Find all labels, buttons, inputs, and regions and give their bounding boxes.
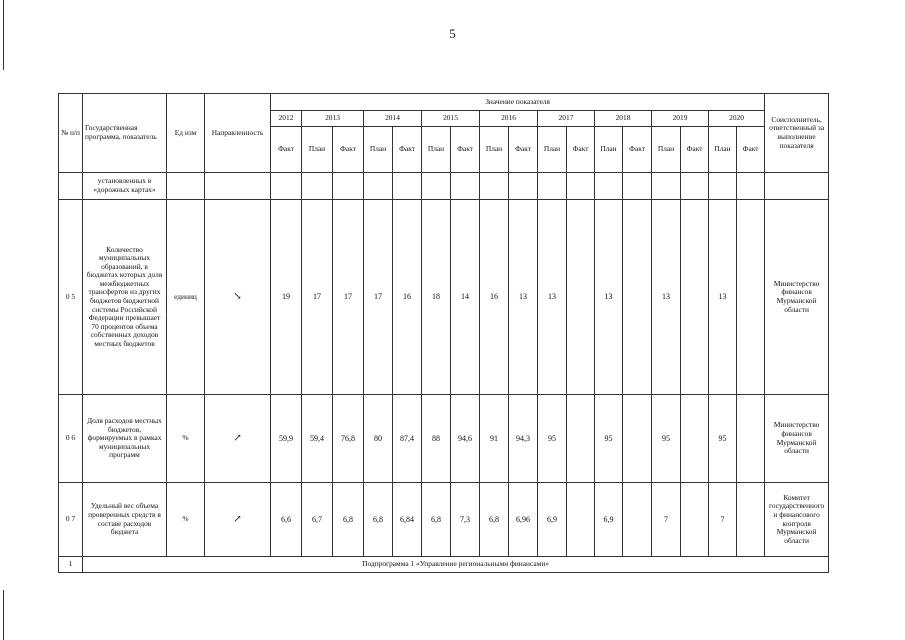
value-cell (652, 173, 681, 200)
value-cell: 95 (709, 395, 737, 483)
subprogram-row (59, 557, 829, 573)
header-sub: План (652, 127, 681, 173)
scan-edge-line (3, 0, 4, 70)
header-year: 2017 (538, 111, 595, 127)
value-cell (567, 483, 595, 557)
value-cell: 7 (709, 483, 737, 557)
value-cell (393, 173, 422, 200)
value-cell (681, 395, 709, 483)
row-responsible (765, 173, 829, 200)
value-cell: 94,6 (451, 395, 480, 483)
value-cell (681, 200, 709, 395)
header-year: 2018 (595, 111, 652, 127)
value-cell: 91 (480, 395, 509, 483)
value-cell (567, 395, 595, 483)
header-sub: Факт (271, 127, 302, 173)
value-cell: 6,7 (302, 483, 333, 557)
row-name: Удельный вес объема проверенных средств в составе расходов бюджета (83, 483, 167, 557)
table-row (59, 483, 829, 557)
header-year: 2013 (302, 111, 364, 127)
value-cell: 95 (595, 395, 623, 483)
header-sub: План (709, 127, 737, 173)
value-cell (509, 173, 538, 200)
value-cell: 6,8 (480, 483, 509, 557)
header-no: № п/п (59, 94, 83, 173)
row-unit (167, 173, 205, 200)
value-cell (623, 200, 652, 395)
value-cell: 7 (652, 483, 681, 557)
row-unit: % (167, 483, 205, 557)
value-cell: 59,9 (271, 395, 302, 483)
row-unit: % (167, 395, 205, 483)
value-cell (681, 483, 709, 557)
value-cell: 17 (333, 200, 364, 395)
row-name: Количество муниципальных образований, в бюджетах которых доля межбюджетных трансфертов из других бюджетов бюджетной системы Российской Федерации превышает 70 процентов объема собственных доходов местных бюджетов (83, 200, 167, 395)
value-cell: 88 (422, 395, 451, 483)
value-cell: 6,96 (509, 483, 538, 557)
direction-up-arrow-icon: ↗ (205, 395, 271, 483)
indicators-table (58, 93, 829, 573)
value-cell (480, 173, 509, 200)
value-cell: 6,8 (422, 483, 451, 557)
header-year: 2012 (271, 111, 302, 127)
value-cell: 13 (652, 200, 681, 395)
value-cell (567, 173, 595, 200)
direction-down-arrow-icon: ↘ (205, 200, 271, 395)
value-cell: 13 (709, 200, 737, 395)
value-cell: 6,6 (271, 483, 302, 557)
value-cell: 18 (422, 200, 451, 395)
header-year: 2020 (709, 111, 765, 127)
header-sub: План (302, 127, 333, 173)
row-responsible: Комитет государственного и финансового контроля Мурманской области (765, 483, 829, 557)
header-sub: Факт (393, 127, 422, 173)
table-row (59, 200, 829, 395)
value-cell (595, 173, 623, 200)
header-year: 2019 (652, 111, 709, 127)
value-cell (681, 173, 709, 200)
header-sub: План (422, 127, 451, 173)
value-cell (422, 173, 451, 200)
row-unit: единиц (167, 200, 205, 395)
header-year: 2015 (422, 111, 480, 127)
table-row (59, 173, 829, 200)
subprogram-title: Подпрограмма 1 «Управление региональными финансами» (83, 557, 829, 573)
value-cell (737, 395, 765, 483)
value-cell: 76,8 (333, 395, 364, 483)
row-name: Доля расходов местных бюджетов, формируемых в рамках муниципальных программ (83, 395, 167, 483)
header-sub: Факт (567, 127, 595, 173)
header-sub: Факт (623, 127, 652, 173)
value-cell: 95 (538, 395, 567, 483)
header-year: 2016 (480, 111, 538, 127)
header-row-1 (59, 94, 829, 111)
direction-up-arrow-icon: ↗ (205, 483, 271, 557)
value-cell: 6,9 (538, 483, 567, 557)
value-cell: 17 (302, 200, 333, 395)
header-direction: Направленность (205, 94, 271, 173)
value-cell (567, 200, 595, 395)
value-cell: 16 (480, 200, 509, 395)
value-cell: 7,3 (451, 483, 480, 557)
value-cell: 95 (652, 395, 681, 483)
header-sub: План (538, 127, 567, 173)
value-cell: 13 (595, 200, 623, 395)
table-row (59, 395, 829, 483)
value-cell: 13 (509, 200, 538, 395)
row-no (59, 173, 83, 200)
header-program: Государственная программа, показатель (83, 94, 167, 173)
row-responsible: Министерство финансов Мурманской области (765, 395, 829, 483)
value-cell: 59,4 (302, 395, 333, 483)
value-cell (737, 173, 765, 200)
value-cell: 13 (538, 200, 567, 395)
row-name: установленных в «дорожных картах» (83, 173, 167, 200)
row-no: 0 6 (59, 395, 83, 483)
value-cell: 6,84 (393, 483, 422, 557)
header-sub: Факт (509, 127, 538, 173)
value-cell: 16 (393, 200, 422, 395)
header-sub: План (364, 127, 393, 173)
header-responsible: Соисполнитель, ответственный за выполнение показателя (765, 94, 829, 173)
header-sub: План (480, 127, 509, 173)
header-sub: Факт (451, 127, 480, 173)
header-sub: Факт (737, 127, 765, 173)
value-cell (737, 483, 765, 557)
header-values: Значение показателя (271, 94, 765, 111)
value-cell (451, 173, 480, 200)
row-no: 0 7 (59, 483, 83, 557)
page-number: 5 (449, 26, 456, 41)
value-cell: 80 (364, 395, 393, 483)
value-cell (623, 173, 652, 200)
value-cell: 87,4 (393, 395, 422, 483)
value-cell: 19 (271, 200, 302, 395)
value-cell (364, 173, 393, 200)
value-cell: 14 (451, 200, 480, 395)
header-sub: План (595, 127, 623, 173)
header-unit: Ед изм (167, 94, 205, 173)
value-cell (538, 173, 567, 200)
row-no: 0 5 (59, 200, 83, 395)
header-sub: Факт (333, 127, 364, 173)
header-year: 2014 (364, 111, 422, 127)
value-cell (737, 200, 765, 395)
value-cell (709, 173, 737, 200)
value-cell: 17 (364, 200, 393, 395)
header-sub: Факт (681, 127, 709, 173)
value-cell (333, 173, 364, 200)
value-cell (302, 173, 333, 200)
value-cell (271, 173, 302, 200)
subprogram-no: 1 (59, 557, 83, 573)
row-direction (205, 173, 271, 200)
value-cell (623, 395, 652, 483)
row-responsible: Министерство финансов Мурманской области (765, 200, 829, 395)
value-cell: 6,8 (364, 483, 393, 557)
value-cell: 6,8 (333, 483, 364, 557)
value-cell (623, 483, 652, 557)
scan-edge-line (3, 590, 4, 640)
value-cell: 6,9 (595, 483, 623, 557)
value-cell: 94,3 (509, 395, 538, 483)
